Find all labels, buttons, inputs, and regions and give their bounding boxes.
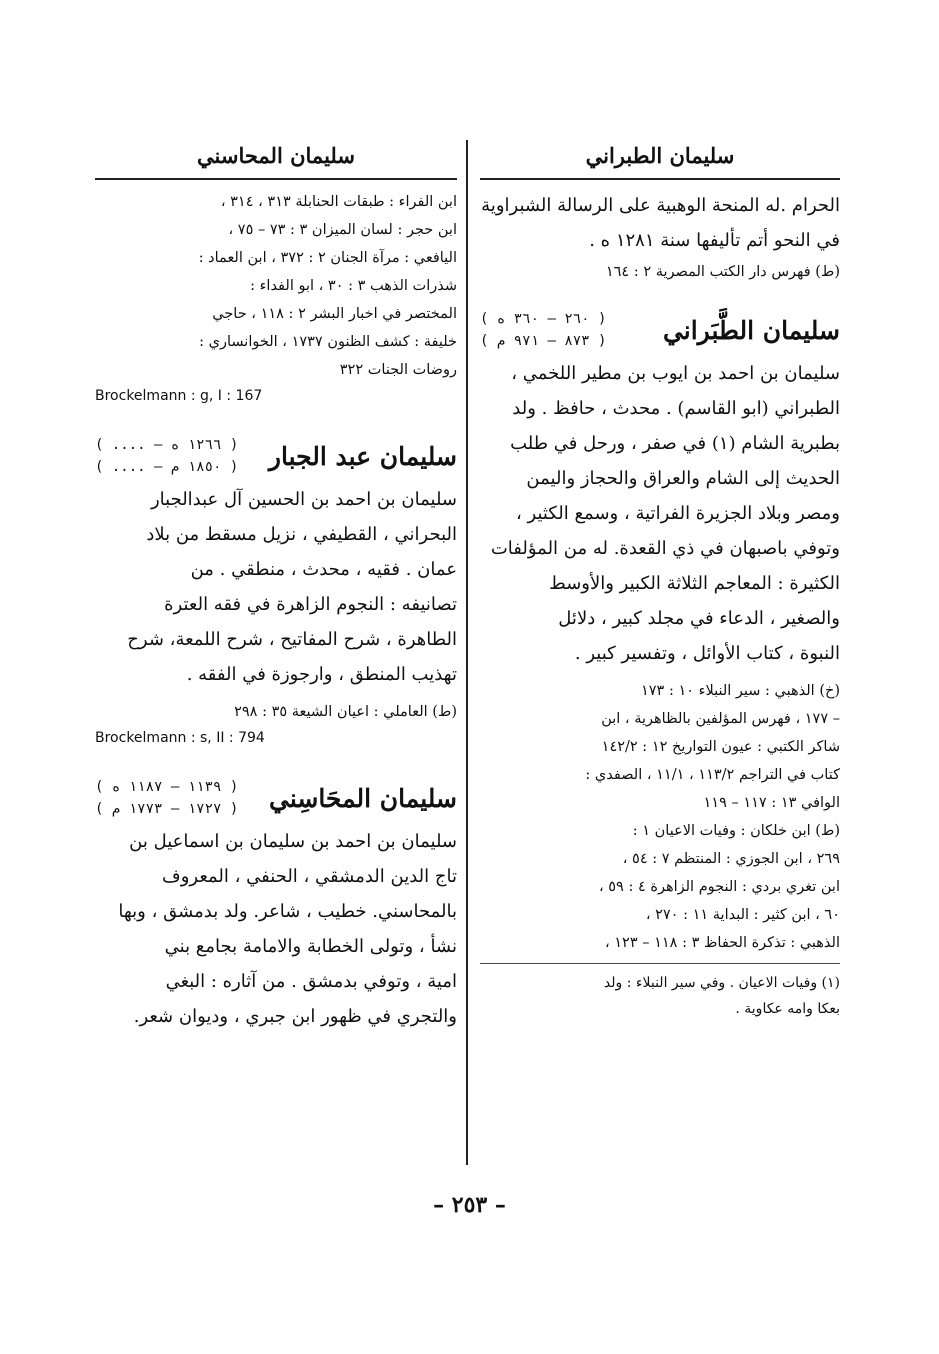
header-rule <box>95 178 457 180</box>
reference-line: الوافي ١٣ : ١١٧ – ١١٩ <box>703 795 840 811</box>
reference-line: (ط) فهرس دار الكتب المصرية ٢ : ١٦٤ <box>605 264 840 280</box>
reference-line: شاكر الكتبي : عيون التواريخ ١٢ : ١٤٢/٢ <box>601 739 840 755</box>
text-line: نشأ ، وتولى الخطابة والامامة بجامع بني <box>164 936 457 957</box>
reference-line: (ط) ابن خلكان : وفيات الاعيان ١ : <box>632 823 840 839</box>
reference-line: ابن الفراء : طبقات الحنابلة ٣١٣ ، ٣١٤ ، <box>220 194 457 210</box>
text-line: عمان . فقيه ، محدث ، منطقي . من <box>190 559 457 580</box>
reference-line: روضات الجنات ٣٢٢ <box>339 362 457 378</box>
text-line: بطبرية الشام (١) في صفر ، ورحل في طلب <box>510 433 840 454</box>
latin-reference: Brockelmann : g, I : 167 <box>95 388 263 404</box>
text-line: الطبراني (ابو القاسم) . محدث ، حافظ . ولد <box>512 398 840 419</box>
text-line: وتوفي باصبهان في ذي القعدة. له من المؤلفات <box>490 538 840 559</box>
reference-line: الذهبي : تذكرة الحفاظ ٣ : ١١٨ – ١٢٣ ، <box>604 935 840 951</box>
entry-dates <box>95 434 238 478</box>
text-line: والتجري في ظهور ابن جبري ، وديوان شعر. <box>133 1006 457 1027</box>
reference-line: (ط) العاملي : اعيان الشيعة ٣٥ : ٢٩٨ <box>234 704 457 720</box>
left-column-header: سليمان المحاسني <box>197 143 355 168</box>
text-line: الحرام .له المنحة الوهبية على الرسالة الشبراوية <box>481 195 840 216</box>
text-line: والصغير ، الدعاء في مجلد كبير ، دلائل <box>558 608 840 629</box>
text-line: تهذيب المنطق ، وارجوزة في الفقه . <box>186 664 457 685</box>
footnote-line: بعكا وامه عكاوية . <box>735 1001 840 1017</box>
entry-name: سليمان الطَّبَراني <box>662 315 840 345</box>
text-line: امية ، وتوفي بدمشق . من آثاره : البغي <box>165 971 457 992</box>
reference-line: شذرات الذهب ٣ : ٣٠ ، ابو الفداء : <box>250 278 457 294</box>
dates-hijri: ( .... – ١٢٦٦ ه ) <box>95 437 239 453</box>
text-line: سليمان بن احمد بن ايوب بن مطير اللخمي ، <box>511 363 840 384</box>
dates-gregorian: ( ١٧٢٧ – ١٧٧٣ م ) <box>95 801 239 817</box>
entry-heading <box>95 776 457 820</box>
text-line: في النحو أتم تأليفها سنة ١٢٨١ ه . <box>589 230 840 251</box>
right-column-header: سليمان الطبراني <box>585 143 735 168</box>
text-line: تصانيفه : النجوم الزاهرة في فقه العترة <box>164 594 457 615</box>
dates-hijri: ( ٢٦٠ – ٣٦٠ ه ) <box>480 311 607 327</box>
reference-line: كتاب في التراجم ١١٣/٢ ، ١١/١ ، الصفدي : <box>585 767 840 783</box>
text-line: النبوة ، كتاب الأوائل ، وتفسير كبير . <box>574 643 840 664</box>
left-column <box>95 138 457 1034</box>
reference-line: المختصر في اخبار البشر ٢ : ١١٨ ، حاجي <box>212 306 457 322</box>
entry-dates <box>95 776 238 820</box>
entry-name: سليمان عبد الجبار <box>268 441 457 471</box>
reference-line: (خ) الذهبي : سير النبلاء ١٠ : ١٧٣ <box>640 683 840 699</box>
header-rule <box>480 178 840 180</box>
reference-line: ٦٠ ، ابن كثير : البداية ١١ : ٢٧٠ ، <box>645 907 840 923</box>
text-line: الحديث إلى الشام والعراق والحجاز واليمن <box>526 468 840 489</box>
dates-gregorian: ( ٨٧٣ – ٩٧١ م ) <box>480 333 607 349</box>
entry-heading <box>95 434 457 478</box>
entry-name: سليمان المحَاسِني <box>268 783 457 813</box>
reference-line: ابن تغري بردي : النجوم الزاهرة ٤ : ٥٩ ، <box>598 879 840 895</box>
text-line: الطاهرة ، شرح المفاتيح ، شرح اللمعة، شرح <box>127 629 457 650</box>
text-line: سليمان بن احمد بن الحسين آل عبدالجبار <box>150 489 457 510</box>
footnote-line: (١) وفيات الاعيان . وفي سير النبلاء : ولد <box>603 975 840 991</box>
entry-heading <box>480 308 840 352</box>
dates-gregorian: ( .... – ١٨٥٠ م ) <box>95 459 239 475</box>
text-line: البحراني ، القطيفي ، نزيل مسقط من بلاد <box>146 524 457 545</box>
reference-line: ابن حجر : لسان الميزان ٣ : ٧٣ – ٧٥ ، <box>228 222 457 238</box>
right-column <box>480 138 840 1022</box>
text-line: تاج الدين الدمشقي ، الحنفي ، المعروف <box>162 866 457 887</box>
reference-line: خليفة : كشف الظنون ١٧٣٧ ، الخوانساري : <box>199 334 457 350</box>
footnote-rule <box>480 963 840 964</box>
reference-line: ٢٦٩ ، ابن الجوزي : المنتظم ٧ : ٥٤ ، <box>622 851 840 867</box>
text-line: الكثيرة : المعاجم الثلاثة الكبير والأوسط <box>549 573 840 594</box>
page-number: – ٢٥٣ – <box>433 1192 506 1218</box>
text-line: سليمان بن احمد بن سليمان بن اسماعيل بن <box>129 831 457 852</box>
dates-hijri: ( ١١٣٩ – ١١٨٧ ه ) <box>95 779 239 795</box>
column-divider <box>466 140 468 1165</box>
latin-reference: Brockelmann : s, II : 794 <box>95 730 265 746</box>
reference-line: – ١٧٧ ، فهرس المؤلفين بالظاهرية ، ابن <box>601 711 840 727</box>
reference-line: اليافعي : مرآة الجنان ٢ : ٣٧٢ ، ابن العماد : <box>198 250 457 266</box>
text-line: بالمحاسني. خطيب ، شاعر. ولد بدمشق ، وبها <box>118 901 457 922</box>
text-line: ومصر وبلاد الجزيرة الفراتية ، وسمع الكثير ، <box>515 503 840 524</box>
entry-dates <box>480 308 606 352</box>
